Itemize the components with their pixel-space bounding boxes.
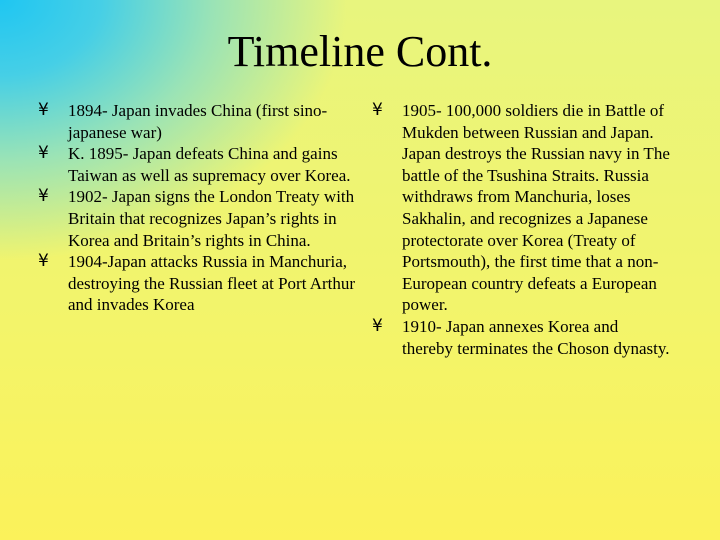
slide-title: Timeline Cont. bbox=[227, 27, 493, 76]
bullet-item-1904 bbox=[38, 251, 356, 316]
bullet-item-1905 bbox=[372, 100, 672, 316]
yen-bullet-icon: ¥ bbox=[372, 315, 383, 336]
yen-bullet-icon: ¥ bbox=[372, 100, 383, 120]
bullet-text: 1894- Japan invades China (first sino-japanese war) bbox=[68, 101, 328, 142]
yen-bullet-icon: ¥ bbox=[38, 143, 49, 164]
yen-bullet-icon: ¥ bbox=[38, 100, 49, 120]
bullet-item-1895 bbox=[38, 143, 356, 186]
bullet-item-1894 bbox=[38, 100, 356, 143]
bullet-text: K. 1895- Japan defeats China and gains Taiwan as well as supremacy over Korea. bbox=[68, 144, 351, 185]
bullet-text: 1905- 100,000 soldiers die in Battle of Mukden between Russian and Japan. Japan destroys the Russian navy in The battle of the Tsushina Straits. Russia withdraws from Manchuria, loses Sakhalin, and recognizes a Japanese protectorate over Korea (Treaty of Portsmouth), the first time that a non-European country defeats a European power. bbox=[402, 101, 670, 315]
bullet-item-1902 bbox=[38, 186, 356, 251]
right-bullet-list bbox=[372, 100, 672, 359]
bullet-text: 1902- Japan signs the London Treaty with Britain that recognizes Japan’s rights in Korea and Britain’s rights in China. bbox=[68, 187, 355, 250]
yen-bullet-icon: ¥ bbox=[38, 251, 49, 272]
bullet-item-1910 bbox=[372, 316, 672, 359]
bullet-text: 1910- Japan annexes Korea and thereby terminates the Choson dynasty. bbox=[402, 316, 670, 358]
left-bullet-list bbox=[38, 100, 356, 316]
yen-bullet-icon: ¥ bbox=[38, 186, 49, 207]
bullet-text: 1904-Japan attacks Russia in Manchuria, destroying the Russian fleet at Port Arthur and invades Korea bbox=[68, 252, 356, 315]
